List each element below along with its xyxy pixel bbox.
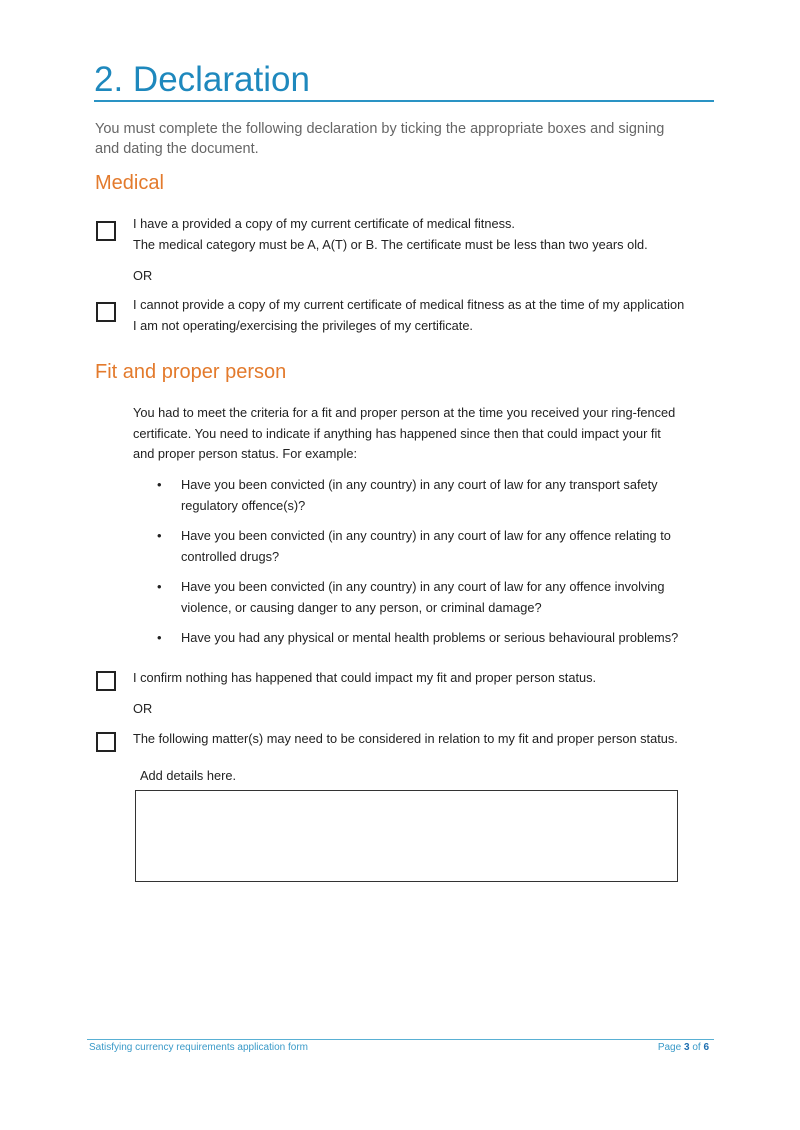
- fit-option1-checkbox[interactable]: [96, 671, 116, 691]
- bullet-item: [181, 577, 664, 618]
- or-label: OR: [133, 268, 153, 283]
- page-prefix: Page: [657, 1042, 682, 1053]
- text-line: and proper person status. For example:: [133, 446, 358, 461]
- text-line: Have you been convicted (in any country) in any court of law for any offence involving: [181, 579, 665, 594]
- page-current: 3: [683, 1042, 690, 1053]
- fit-option1-text: I confirm nothing has happened that could impact my fit and proper person status.: [133, 670, 597, 685]
- medical-heading: Medical: [95, 172, 164, 194]
- bullet-item: [181, 475, 658, 516]
- text-line: The medical category must be A, A(T) or B. The certificate must be less than two years old.: [133, 236, 648, 252]
- fit-option2-checkbox[interactable]: [96, 732, 116, 752]
- bullet-item: [181, 526, 671, 567]
- title-divider: [94, 100, 714, 102]
- text-line: certificate. You need to indicate if anything has happened since then that could impact your fit: [133, 425, 661, 441]
- medical-option2-text: [133, 295, 684, 336]
- fit-heading: Fit and proper person: [95, 361, 287, 383]
- text-line: controlled drugs?: [181, 548, 280, 564]
- bullet-icon: •: [157, 477, 162, 492]
- bullet-item: [181, 628, 678, 649]
- text-line: Have you been convicted (in any country) in any court of law for any offence relating to: [181, 528, 671, 543]
- page-indicator: [658, 1042, 709, 1053]
- footer-form-name: Satisfying currency requirements application form: [89, 1042, 308, 1053]
- text-line: You had to meet the criteria for a fit and proper person at the time you received your ring-fenced: [133, 405, 676, 420]
- text-line: I cannot provide a copy of my current certificate of medical fitness as at the time of my application: [133, 297, 685, 312]
- intro-line: and dating the document.: [95, 141, 259, 157]
- details-field[interactable]: [135, 790, 678, 882]
- text-line: Have you been convicted (in any country) in any court of law for any transport safety: [181, 477, 658, 492]
- text-line: I have a provided a copy of my current certificate of medical fitness.: [133, 216, 515, 231]
- intro-text: [95, 119, 664, 159]
- text-line: violence, or causing danger to any person, or criminal damage?: [181, 599, 542, 615]
- details-label: Add details here.: [140, 768, 237, 783]
- medical-option1-text: [133, 214, 648, 255]
- fit-option2-text: The following matter(s) may need to be considered in relation to my fit and proper person status.: [133, 731, 678, 746]
- bullet-icon: •: [157, 528, 162, 543]
- page-of: of: [692, 1042, 701, 1053]
- text-line: I am not operating/exercising the privileges of my certificate.: [133, 317, 473, 333]
- medical-option1-checkbox[interactable]: [96, 221, 116, 241]
- fit-paragraph: [133, 403, 675, 465]
- or-label: OR: [133, 701, 153, 716]
- footer-divider: [87, 1039, 714, 1040]
- bullet-icon: •: [157, 630, 162, 645]
- text-line: Have you had any physical or mental health problems or serious behavioural problems?: [181, 630, 679, 645]
- page-total: 6: [703, 1042, 709, 1053]
- details-input[interactable]: [136, 791, 677, 881]
- intro-line: You must complete the following declaration by ticking the appropriate boxes and signing: [95, 121, 665, 137]
- text-line: regulatory offence(s)?: [181, 497, 306, 513]
- medical-option2-checkbox[interactable]: [96, 302, 116, 322]
- bullet-icon: •: [157, 579, 162, 594]
- page-title: 2. Declaration: [94, 60, 310, 99]
